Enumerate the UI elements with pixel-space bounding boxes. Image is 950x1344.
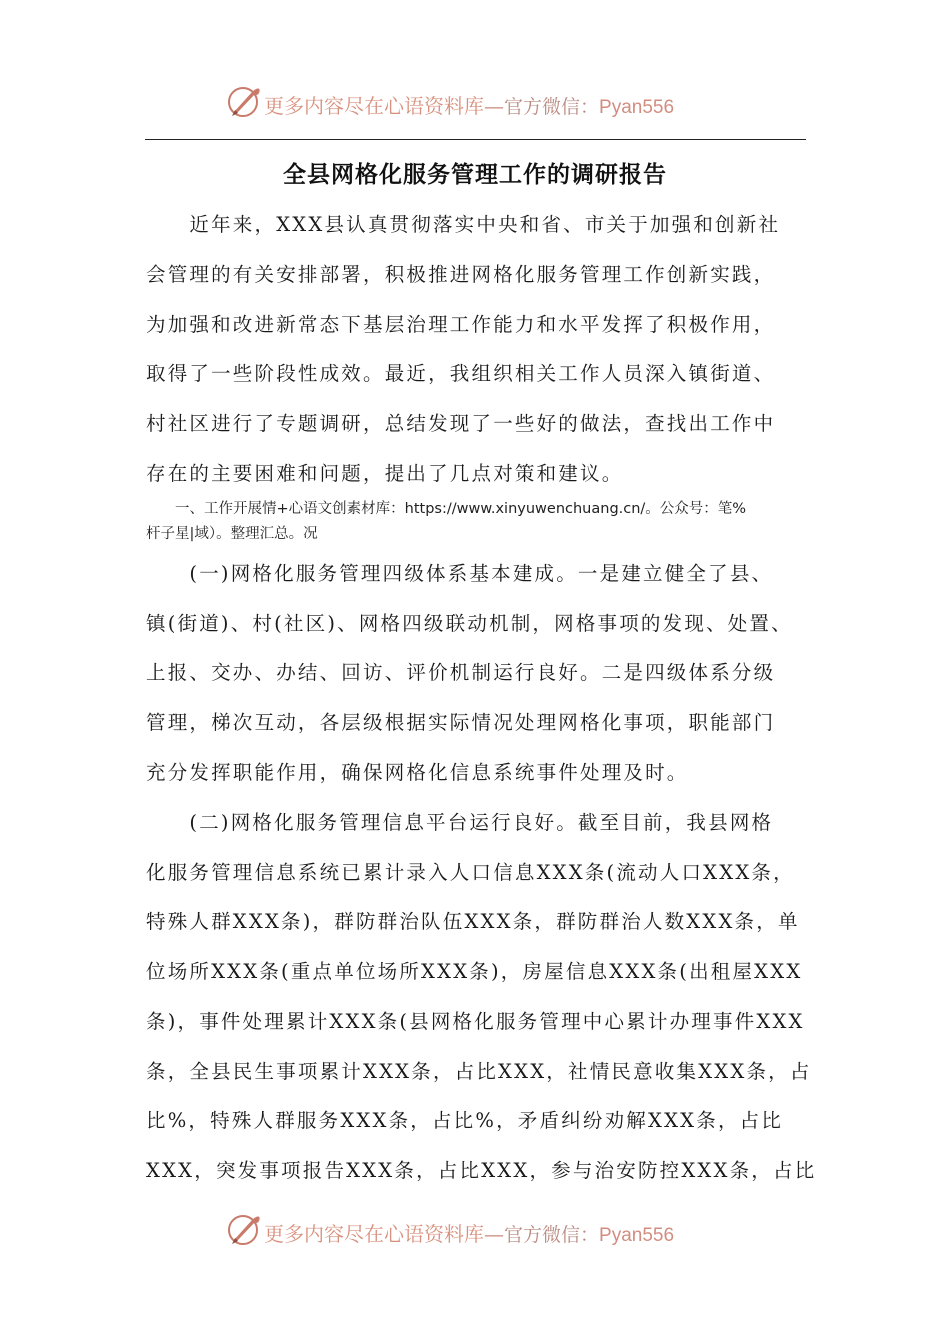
header-banner — [0, 82, 950, 126]
para2-line: (二)网格化服务管理信息平台运行良好。截至目前，我县网格 — [146, 811, 774, 834]
intro-line: 取得了一些阶段性成效。最近，我组织相关工作人员深入镇街道、 — [146, 362, 776, 385]
footer-site-name: 更多内容尽在心语资料库 — [264, 1222, 484, 1246]
header-wechat-label: 官方微信： — [504, 96, 600, 118]
para1-line: 充分发挥职能作用，确保网格化信息系统事件处理及时。 — [146, 761, 689, 784]
header-dash: — — [484, 94, 504, 118]
document-title: 全县网格化服务管理工作的调研报告 — [283, 161, 667, 188]
para2-line: 化服务管理信息系统已累计录入人口信息XXX条(流动人口XXX条， — [146, 861, 795, 884]
section-heading-line: 一、工作开展情+心语文创素材库：https://www.xinyuwenchuang.cn/。公众号：笔% — [146, 501, 747, 517]
quill-logo-icon — [226, 82, 262, 122]
intro-line: 村社区进行了专题调研，总结发现了一些好的做法，查找出工作中 — [146, 412, 776, 435]
para2-line: 条，全县民生事项累计XXX条，占比XXX，社情民意收集XXX条，占 — [146, 1060, 812, 1083]
intro-line: 会管理的有关安排部署，积极推进网格化服务管理工作创新实践， — [146, 263, 776, 286]
quill-logo-icon — [226, 1210, 262, 1250]
para1-line: 管理，梯次互动，各层级根据实际情况处理网格化事项，职能部门 — [146, 711, 776, 734]
footer-wechat-id: Pyan556 — [599, 1225, 675, 1246]
para2-line: 条)，事件处理累计XXX条(县网格化服务管理中心累计办理事件XXX — [146, 1010, 805, 1033]
footer-banner — [0, 1210, 950, 1254]
para2-line: XXX，突发事项报告XXX条，占比XXX，参与治安防控XXX条，占比 — [146, 1159, 817, 1182]
header-divider — [145, 139, 806, 140]
footer-wechat-label: 官方微信： — [504, 1224, 600, 1246]
intro-line: 存在的主要困难和问题，提出了几点对策和建议。 — [146, 462, 624, 485]
header-banner-text — [264, 90, 674, 119]
section-heading-line: 杆子星|域）。整理汇总。况 — [146, 526, 318, 542]
para2-line: 比%，特殊人群服务XXX条，占比%，矛盾纠纷劝解XXX条，占比 — [146, 1109, 784, 1132]
intro-line: 为加强和改进新常态下基层治理工作能力和水平发挥了积极作用， — [146, 313, 776, 336]
intro-line: 近年来，XXX县认真贯彻落实中央和省、市关于加强和创新社 — [146, 213, 781, 236]
header-site-name: 更多内容尽在心语资料库 — [264, 94, 484, 118]
para1-line: 镇(街道)、村(社区)、网格四级联动机制，网格事项的发现、处置、 — [146, 612, 793, 635]
para1-line: 上报、交办、办结、回访、评价机制运行良好。二是四级体系分级 — [146, 661, 776, 684]
para2-line: 特殊人群XXX条)，群防群治队伍XXX条，群防群治人数XXX条，单 — [146, 910, 800, 933]
header-wechat-id: Pyan556 — [599, 97, 675, 118]
footer-dash: — — [484, 1222, 504, 1246]
footer-banner-text — [264, 1218, 674, 1247]
para1-line: (一)网格化服务管理四级体系基本建成。一是建立健全了县、 — [146, 562, 774, 585]
para2-line: 位场所XXX条(重点单位场所XXX条)，房屋信息XXX条(出租屋XXX — [146, 960, 803, 983]
